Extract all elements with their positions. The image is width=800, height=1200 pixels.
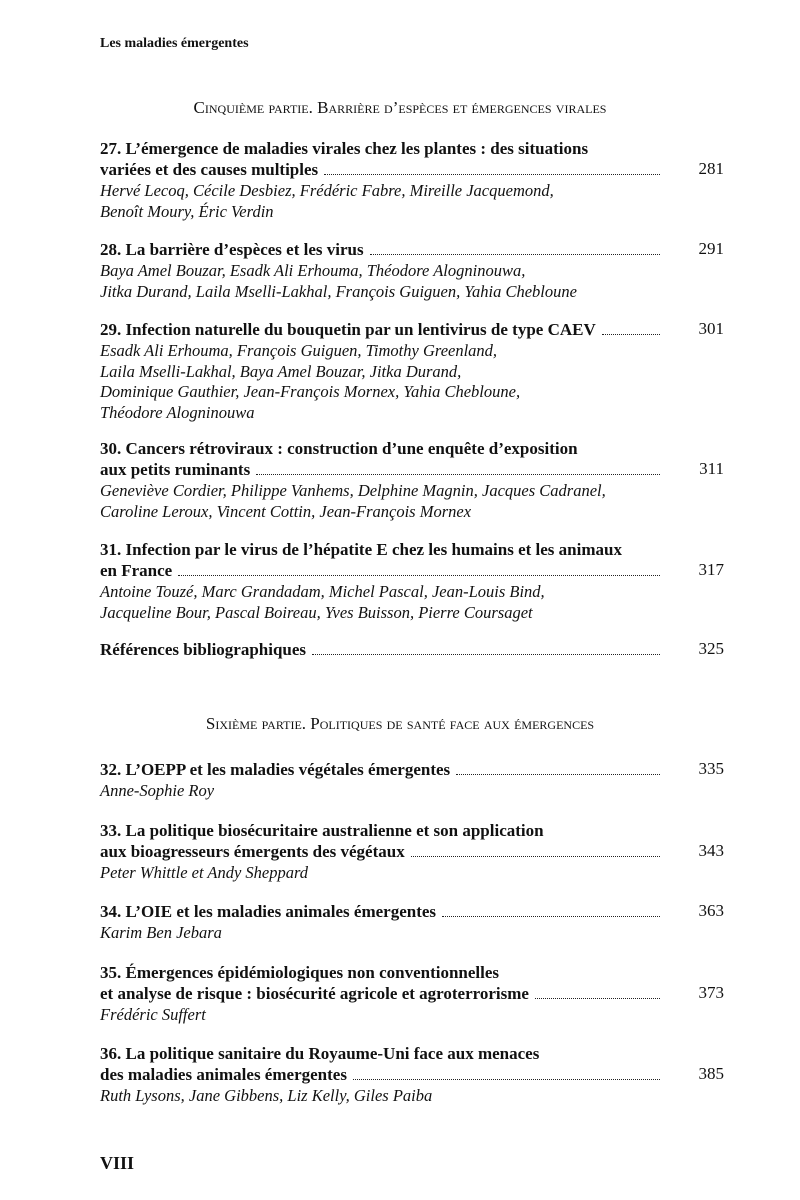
entry-title: 36. La politique sanitaire du Royaume-Uni face aux menaces [100,1044,540,1063]
entry-title-leader-line: des maladies animales émergentes [100,1064,662,1085]
entry-title-leader-line: et analyse de risque : biosécurité agricole et agroterrorisme [100,983,662,1004]
entry-authors: Peter Whittle et Andy Sheppard [100,863,309,882]
toc-entry-27[interactable] [100,138,724,222]
toc-entry-35[interactable] [100,962,724,1026]
toc-entry-28[interactable] [100,239,724,302]
entry-title-leader-line: 32. L’OEPP et les maladies végétales émergentes [100,759,662,780]
toc-entry-29[interactable] [100,319,724,423]
entry-title-leader-line: 29. Infection naturelle du bouquetin par un lentivirus de type CAEV [100,319,662,340]
toc-entry-31[interactable] [100,539,724,623]
dot-leader [411,856,660,857]
page-number: 317 [698,560,724,579]
entry-authors: Frédéric Suffert [100,1005,206,1024]
dot-leader [256,474,660,475]
part-title-5: Cinquième partie. Barrière d’espèces et émergences virales [193,98,607,117]
entry-title: 35. Émergences épidémiologiques non conventionnelles [100,963,500,982]
page-number: 373 [698,983,724,1002]
entry-authors: Hervé Lecoq, Cécile Desbiez, Frédéric Fabre, Mireille Jacquemond, Benoît Moury, Éric Verdin [100,181,554,221]
toc-entry-references[interactable] [100,639,724,660]
page-number: 385 [698,1064,724,1083]
entry-authors: Karim Ben Jebara [100,923,222,942]
entry-authors: Ruth Lysons, Jane Gibbens, Liz Kelly, Giles Paiba [100,1086,433,1105]
entry-title-leader-line: 28. La barrière d’espèces et les virus [100,239,662,260]
page-number: 325 [698,639,724,658]
entry-title-leader-line: 34. L’OIE et les maladies animales émergentes [100,901,662,922]
entry-title-leader-line: variées et des causes multiples [100,159,662,180]
page-folio: VIII [100,1153,135,1173]
entry-title: 27. L’émergence de maladies virales chez les plantes : des situations [100,139,589,158]
page-number: 343 [698,841,724,860]
entry-title: 31. Infection par le virus de l’hépatite E chez les humains et les animaux [100,540,622,559]
dot-leader [370,254,660,255]
toc-entry-30[interactable] [100,438,724,522]
toc-entry-32[interactable] [100,759,724,802]
dot-leader [442,916,660,917]
page-number: 291 [698,239,724,258]
entry-authors: Geneviève Cordier, Philippe Vanhems, Delphine Magnin, Jacques Cadranel, Caroline Leroux, Vincent Cottin, Jean-François Mornex [100,481,606,521]
dot-leader [353,1079,660,1080]
dot-leader [178,575,660,576]
dot-leader [535,998,660,999]
dot-leader [602,334,660,335]
toc-entry-36[interactable] [100,1043,724,1107]
toc-entry-33[interactable] [100,820,724,884]
entry-authors: Antoine Touzé, Marc Grandadam, Michel Pascal, Jean-Louis Bind, Jacqueline Bour, Pascal Boireau, Yves Buisson, Pierre Coursaget [100,582,545,622]
entry-title-leader-line: aux petits ruminants [100,459,662,480]
dot-leader [312,654,660,655]
page-number: 301 [698,319,724,338]
entry-authors: Anne-Sophie Roy [100,781,215,800]
entry-authors: Baya Amel Bouzar, Esadk Ali Erhouma, Théodore Alogninouwa, Jitka Durand, Laila Mselli-Lakhal, François Guiguen, Yahia Chebloune [100,261,577,301]
page-number: 281 [698,159,724,178]
running-head: Les maladies émergentes [100,36,249,51]
entry-title-leader-line: aux bioagresseurs émergents des végétaux [100,841,662,862]
entry-authors: Esadk Ali Erhouma, François Guiguen, Timothy Greenland, Laila Mselli-Lakhal, Baya Amel Bouzar, Jitka Durand, Dominique Gauthier, Jean-François Mornex, Yahia Chebloune, Théodore Alogninouwa [100,341,521,422]
entry-title-leader-line: en France [100,560,662,581]
entry-title: 30. Cancers rétroviraux : construction d’une enquête d’exposition [100,439,578,458]
page-number: 335 [698,759,724,778]
page-number: 311 [699,459,724,478]
page-number: 363 [698,901,724,920]
toc-entry-34[interactable] [100,901,724,944]
entry-title-leader-line: Références bibliographiques [100,639,662,660]
dot-leader [456,774,660,775]
dot-leader [324,174,660,175]
part-title-6: Sixième partie. Politiques de santé face aux émergences [205,714,595,733]
entry-title: 33. La politique biosécuritaire australienne et son application [100,821,544,840]
